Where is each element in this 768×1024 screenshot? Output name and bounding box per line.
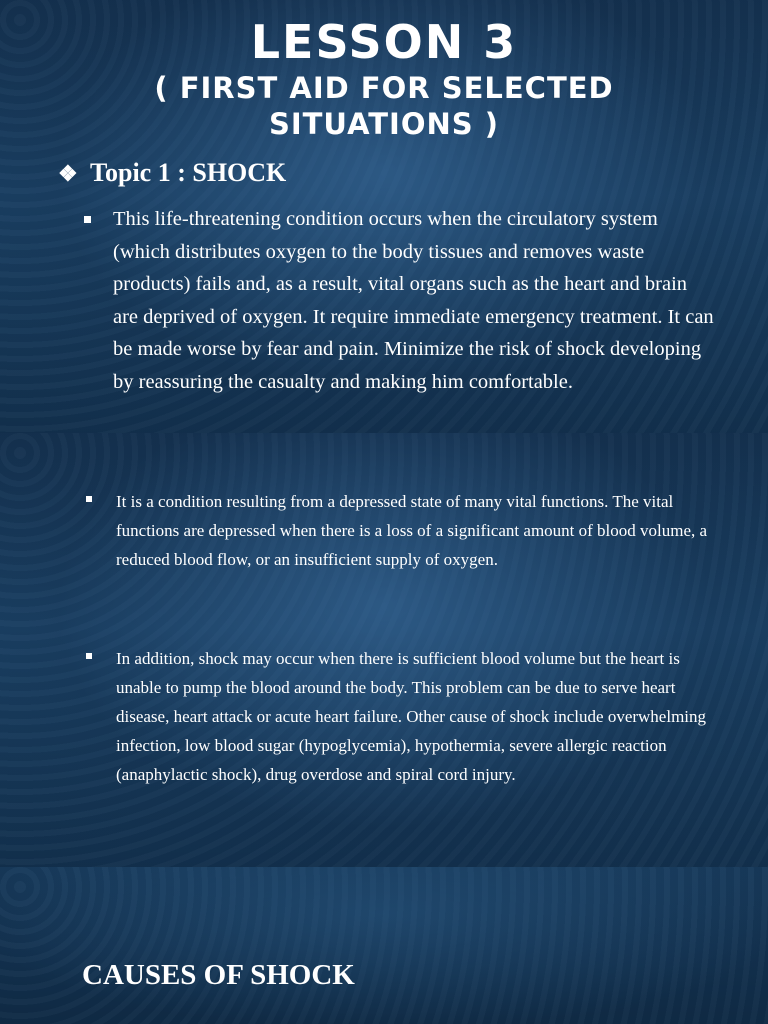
slide-lesson-3 bbox=[0, 0, 768, 433]
subtitle-line-2: SITUATIONS ) bbox=[268, 107, 500, 141]
square-bullet-icon bbox=[86, 496, 92, 502]
list-item bbox=[86, 487, 716, 574]
topic-heading bbox=[58, 156, 286, 191]
bullet-text: It is a condition resulting from a depressed state of many vital functions. The vital functions are depressed when there is a loss of a significant amount of blood volume, a reduced blood flow, or an insufficient supply of oxygen. bbox=[116, 492, 708, 569]
slide-shock-details bbox=[0, 433, 768, 867]
list-item bbox=[86, 644, 716, 789]
causes-title: CAUSES OF SHOCK bbox=[82, 959, 355, 991]
subtitle-line-1: ( FIRST AID FOR SELECTED bbox=[154, 71, 614, 105]
lesson-title: LESSON 3 bbox=[250, 15, 518, 69]
bullet-text: This life-threatening condition occurs when the circulatory system (which distributes oxygen to the body tissues and removes waste products) fails and, as a result, vital organs such as the heart and brain are deprived of oxygen. It require immediate emergency treatment. It can be made worse by fear and pain. Minimize the risk of shock developing by reassuring the casualty and making him comfortable. bbox=[113, 208, 714, 393]
list-item bbox=[84, 203, 714, 398]
bullet-text: In addition, shock may occur when there is sufficient blood volume but the heart is unable to pump the blood around the body. This problem can be due to serve heart disease, heart attack or acute heart failure. Other cause of shock include overwhelming infection, low blood sugar (hypoglycemia), hypothermia, severe allergic reaction (anaphylactic shock), drug overdose and spiral cord injury. bbox=[116, 649, 707, 784]
square-bullet-icon bbox=[84, 216, 91, 223]
lesson-subtitle bbox=[0, 70, 768, 142]
diamond-bullet-icon: ❖ bbox=[58, 161, 78, 186]
square-bullet-icon bbox=[86, 653, 92, 659]
topic-label: Topic 1 : SHOCK bbox=[90, 158, 287, 187]
slide-causes-of-shock bbox=[0, 867, 768, 1024]
